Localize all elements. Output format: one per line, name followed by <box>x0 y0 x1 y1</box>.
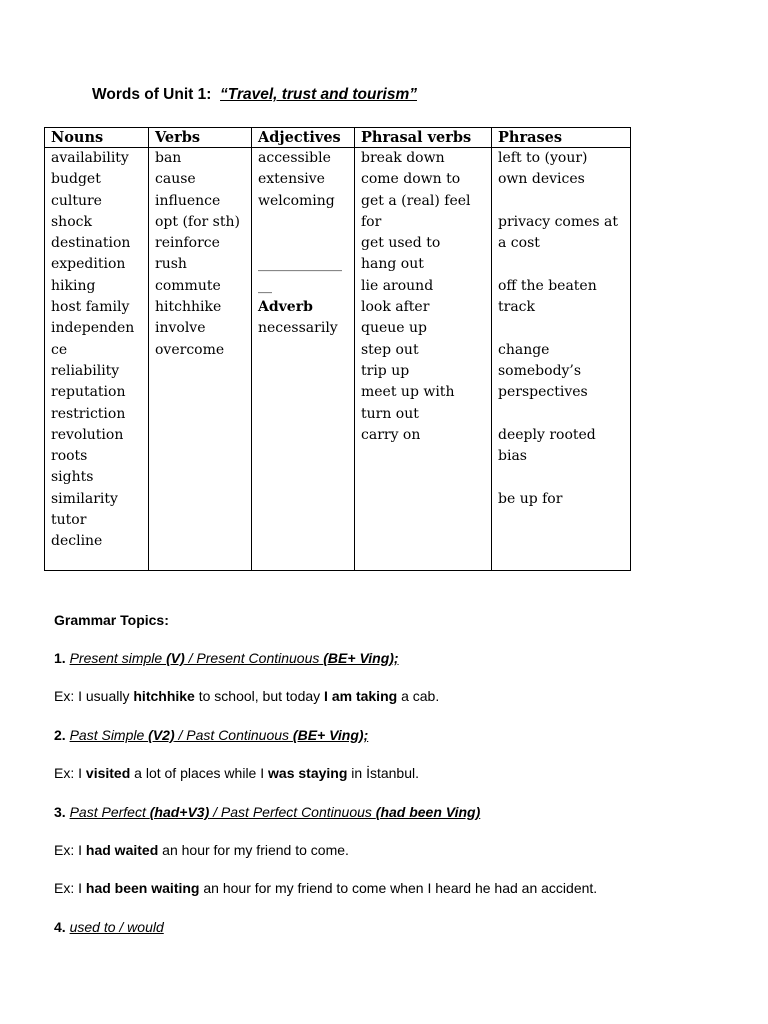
example-verb: was staying <box>268 765 348 781</box>
topic-number: 3. <box>54 804 66 820</box>
list-item: step out <box>361 341 419 358</box>
list-item <box>258 233 354 254</box>
list-item: ce <box>51 341 68 358</box>
list-item: for <box>361 213 382 230</box>
title-subtitle: “Travel, trust and tourism” <box>220 86 417 103</box>
table-row <box>45 148 631 571</box>
list-item: cause <box>155 171 196 188</box>
list-item: off the beaten <box>498 277 597 294</box>
list-item: look after <box>361 299 430 316</box>
adjectives-cell <box>252 148 355 571</box>
list-item <box>498 191 630 212</box>
list-item: revolution <box>51 426 124 443</box>
list-item: lie around <box>361 277 434 294</box>
list-item: meet up with <box>361 384 455 401</box>
list-item <box>498 404 630 425</box>
verbs-list <box>155 148 251 361</box>
list-item: roots <box>51 448 88 465</box>
example-text: Ex: I <box>54 765 86 781</box>
list-item: own devices <box>498 171 585 188</box>
list-item: a cost <box>498 235 540 252</box>
list-item: ban <box>155 150 182 166</box>
list-item: hitchhike <box>155 299 222 316</box>
adjectives-list <box>258 148 354 340</box>
document-title <box>92 86 417 104</box>
topic-text <box>70 804 481 820</box>
example-text: Ex: I <box>54 880 86 896</box>
grammar-topic-3 <box>54 804 480 820</box>
list-item: ____________ <box>258 256 342 273</box>
list-item: reinforce <box>155 235 220 252</box>
list-item: hiking <box>51 277 96 294</box>
list-item: overcome <box>155 341 225 358</box>
example-verb: hitchhike <box>133 688 195 704</box>
topic-number: 1. <box>54 650 66 666</box>
list-item: get a (real) feel <box>361 192 471 209</box>
topic-number: 4. <box>54 919 66 935</box>
topic-text <box>70 727 369 743</box>
list-item: budget <box>51 171 101 188</box>
example-text: an hour for my friend to come when I heard he had an accident. <box>199 880 598 896</box>
topic-formula: (V2) <box>148 727 175 743</box>
example-1 <box>54 688 439 704</box>
list-item: availability <box>51 150 129 166</box>
phrasal-verbs-list <box>361 148 491 446</box>
list-item: get used to <box>361 235 441 252</box>
list-item: reliability <box>51 362 120 379</box>
list-item: deeply rooted <box>498 426 596 443</box>
topic-part: Past Perfect <box>69 804 150 820</box>
example-4 <box>54 880 597 896</box>
list-item: extensive <box>258 171 325 188</box>
list-item: turn out <box>361 405 419 422</box>
example-text: a lot of places while I <box>130 765 269 781</box>
list-item: hang out <box>361 256 424 273</box>
list-item: host family <box>51 299 130 316</box>
topic-formula: (V) <box>166 650 185 666</box>
list-item: break down <box>361 150 445 166</box>
example-text: to school, but today <box>194 688 325 704</box>
header-adjectives: Adjectives <box>252 128 355 148</box>
phrasal-verbs-cell <box>355 148 492 571</box>
list-item: sights <box>51 469 94 486</box>
topic-part: Present simple <box>69 650 167 666</box>
list-item: privacy comes at <box>498 213 619 230</box>
list-item: destination <box>51 235 131 252</box>
list-item: welcoming <box>258 192 335 209</box>
list-item: accessible <box>258 150 331 166</box>
verbs-cell <box>149 148 252 571</box>
list-item: similarity <box>51 490 118 507</box>
list-item: expedition <box>51 256 126 273</box>
topic-number: 2. <box>54 727 66 743</box>
list-item: commute <box>155 277 221 294</box>
list-item <box>258 212 354 233</box>
example-text: a cab. <box>397 688 440 704</box>
list-item: come down to <box>361 171 461 188</box>
header-phrasal-verbs: Phrasal verbs <box>355 128 492 148</box>
list-item: bias <box>498 448 527 465</box>
list-item: queue up <box>361 320 427 337</box>
example-text: Ex: I usually <box>54 688 134 704</box>
list-item: decline <box>51 533 103 550</box>
example-verb: visited <box>85 765 131 781</box>
example-verb: had waited <box>85 842 159 858</box>
example-2 <box>54 765 419 781</box>
title-lead: Words of Unit 1: <box>92 86 212 103</box>
example-text: in İstanbul. <box>347 765 419 781</box>
example-text: an hour for my friend to come. <box>158 842 349 858</box>
example-verb: had been waiting <box>85 880 200 896</box>
list-item: influence <box>155 192 221 209</box>
example-verb: I am taking <box>324 688 398 704</box>
list-item: left to (your) <box>498 150 588 166</box>
list-item: culture <box>51 192 102 209</box>
phrases-list <box>498 148 630 510</box>
topic-text <box>70 650 399 666</box>
topic-formula: (BE+ Ving); <box>292 727 369 743</box>
example-text: Ex: I <box>54 842 86 858</box>
list-item: opt (for sth) <box>155 213 240 230</box>
header-phrases: Phrases <box>492 128 631 148</box>
grammar-topic-2 <box>54 727 368 743</box>
list-item: tutor <box>51 512 87 529</box>
example-3 <box>54 842 349 858</box>
table-header-row <box>45 128 631 148</box>
list-item <box>498 467 630 488</box>
list-item: rush <box>155 256 187 273</box>
grammar-heading: Grammar Topics: <box>54 612 169 628</box>
list-item: trip up <box>361 362 410 379</box>
nouns-cell <box>45 148 149 571</box>
list-item: perspectives <box>498 384 588 401</box>
nouns-list <box>51 148 148 553</box>
list-item: involve <box>155 320 206 337</box>
list-item: reputation <box>51 384 126 401</box>
list-item: Adverb <box>258 299 313 316</box>
topic-part: / Past Continuous <box>174 727 293 743</box>
list-item <box>498 318 630 339</box>
topic-formula: (BE+ Ving); <box>323 650 399 666</box>
grammar-topic-1 <box>54 650 399 666</box>
vocabulary-table <box>44 127 631 571</box>
phrases-cell <box>492 148 631 571</box>
topic-text: used to / would <box>69 919 164 935</box>
list-item: restriction <box>51 405 126 422</box>
grammar-topic-4 <box>54 919 164 935</box>
topic-formula: (had been Ving) <box>375 804 481 820</box>
header-nouns: Nouns <box>45 128 149 148</box>
list-item: change <box>498 341 550 358</box>
list-item: __ <box>258 277 272 294</box>
topic-formula: (had+V3) <box>149 804 210 820</box>
topic-part: / Present Continuous <box>184 650 324 666</box>
list-item: carry on <box>361 426 421 443</box>
list-item: be up for <box>498 490 563 507</box>
topic-part: Past Simple <box>69 727 149 743</box>
list-item: somebody’s <box>498 362 582 379</box>
list-item: independen <box>51 320 135 337</box>
topic-part: / Past Perfect Continuous <box>209 804 376 820</box>
list-item <box>498 254 630 275</box>
list-item: shock <box>51 213 92 230</box>
list-item: necessarily <box>258 320 338 337</box>
header-verbs: Verbs <box>149 128 252 148</box>
list-item: track <box>498 299 535 316</box>
